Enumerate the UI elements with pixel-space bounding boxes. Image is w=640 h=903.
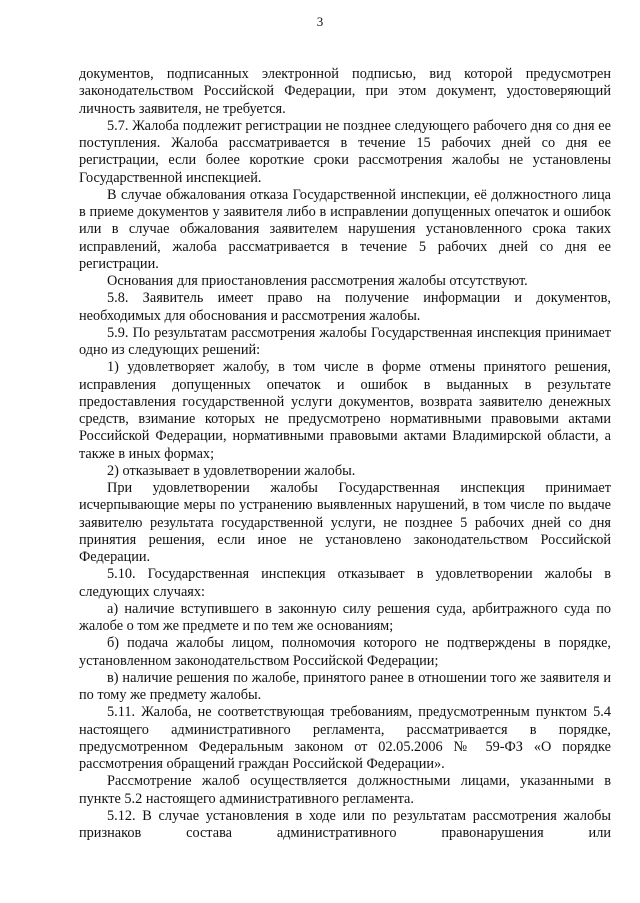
paragraph: 5.9. По результатам рассмотрения жалобы Государственная инспекция принимает одно из следующих решений: [79,324,611,358]
paragraph: В случае обжалования отказа Государственной инспекции, её должностного лица в приеме документов у заявителя либо в исправлении допущенных опечаток и ошибок или в случае обжалования заявителем нарушения установленного срока таких исправлений, жалоба рассматривается в течение 5 рабочих дней со дня ее регистрации. [79,186,611,272]
paragraph: а) наличие вступившего в законную силу решения суда, арбитражного суда по жалобе о том же предмете и по тем же основаниям; [79,600,611,634]
paragraph: 1) удовлетворяет жалобу, в том числе в форме отмены принятого решения, исправления допущенных опечаток и ошибок в выданных в результате предоставления государственной услуги документов, возврата заявителю денежных средств, взимание которых не предусмотрено нормативными правовыми актами Российской Федерации, нормативными правовыми актами Владимирской области, а также в иных формах; [79,359,611,462]
document-body [79,66,611,842]
paragraph: 5.11. Жалоба, не соответствующая требованиям, предусмотренным пунктом 5.4 настоящего административного регламента, рассматривается в порядке, предусмотренном Федеральным законом от 02.05.2006 № 59-ФЗ «О порядке рассмотрения обращений граждан Российской Федерации». [79,704,611,772]
paragraph: 2) отказывает в удовлетворении жалобы. [107,462,356,479]
paragraph: в) наличие решения по жалобе, принятого ранее в отношении того же заявителя и по тому же предмету жалобы. [79,669,611,703]
page-number: 3 [316,14,324,29]
paragraph: 5.12. В случае установления в ходе или по результатам рассмотрения жалобы признаков состава административного правонарушения или [79,807,611,841]
paragraph: Основания для приостановления рассмотрения жалобы отсутствуют. [107,273,528,289]
paragraph: документов, подписанных электронной подписью, вид которой предусмотрен законодательством Российской Федерации, при этом документ, удостоверяющий личность заявителя, не требуется. [79,66,611,117]
paragraph: б) подача жалобы лицом, полномочия которого не подтверждены в порядке, установленном законодательством Российской Федерации; [79,635,611,669]
paragraph: Рассмотрение жалоб осуществляется должностными лицами, указанными в пункте 5.2 настоящего административного регламента. [79,773,611,807]
paragraph: При удовлетворении жалобы Государственная инспекция принимает исчерпывающие меры по устранению выявленных нарушений, в том числе по выдаче заявителю результата государственной услуги, не позднее 5 рабочих дней со дня принятия решения, если иное не установлено законодательством Российской Федерации. [79,480,611,565]
paragraph: 5.10. Государственная инспекция отказывает в удовлетворении жалобы в следующих случаях: [79,566,611,600]
paragraph: 5.8. Заявитель имеет право на получение информации и документов, необходимых для обоснования и рассмотрения жалобы. [79,290,611,324]
paragraph: 5.7. Жалоба подлежит регистрации не позднее следующего рабочего дня со дня ее поступления. Жалоба рассматривается в течение 15 рабочих дней со дня ее регистрации, если более короткие сроки рассмотрения жалобы не установлены Государственной инспекцией. [79,117,611,186]
